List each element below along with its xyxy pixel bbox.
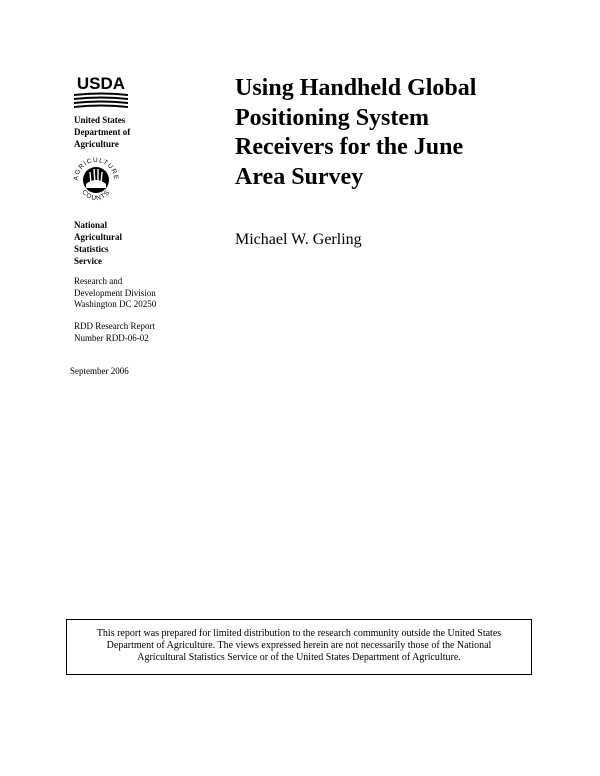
title-line: Using Handheld Global (235, 75, 477, 101)
author-name: Michael W. Gerling (235, 231, 362, 248)
agency-name (74, 219, 122, 267)
nass-line: Statistics (74, 244, 109, 254)
disclaimer-line: This report was prepared for limited distribution to the research community outside the United States (96, 628, 502, 639)
title-line: Positioning System (235, 104, 430, 131)
agriculture-counts-seal (70, 154, 122, 206)
division-line: Development Division (74, 287, 156, 298)
division-address (74, 276, 156, 311)
nass-line: National (74, 220, 108, 230)
nass-line: Service (74, 256, 102, 266)
report-title (235, 74, 555, 192)
report-line: RDD Research Report (74, 321, 155, 331)
division-line: Washington DC 20250 (74, 299, 157, 309)
title-line: Area Survey (235, 163, 364, 190)
agency-line: United States (74, 115, 126, 125)
report-line: Number RDD-06-02 (74, 332, 149, 343)
usda-logo (74, 74, 128, 110)
disclaimer-box (66, 619, 532, 675)
nass-line: Agricultural (74, 232, 122, 242)
title-line: Receivers for the June (235, 134, 464, 160)
department-name (74, 114, 130, 150)
report-number (74, 321, 155, 344)
usda-logo-text: USDA (76, 74, 126, 93)
publication-date: September 2006 (70, 366, 129, 376)
agency-line: Agriculture (74, 139, 119, 149)
disclaimer-line: Agricultural Statistics Service or of the United States Department of Agriculture. (137, 652, 461, 663)
agency-line: Department of (74, 127, 131, 137)
disclaimer-line: Department of Agriculture. The views expressed herein are not necessarily those of the National (106, 640, 492, 651)
division-line: Research and (74, 276, 123, 286)
seal-top-text: AGRICULTURE (72, 156, 120, 181)
seal-bottom-text: COUNTS (80, 188, 112, 203)
